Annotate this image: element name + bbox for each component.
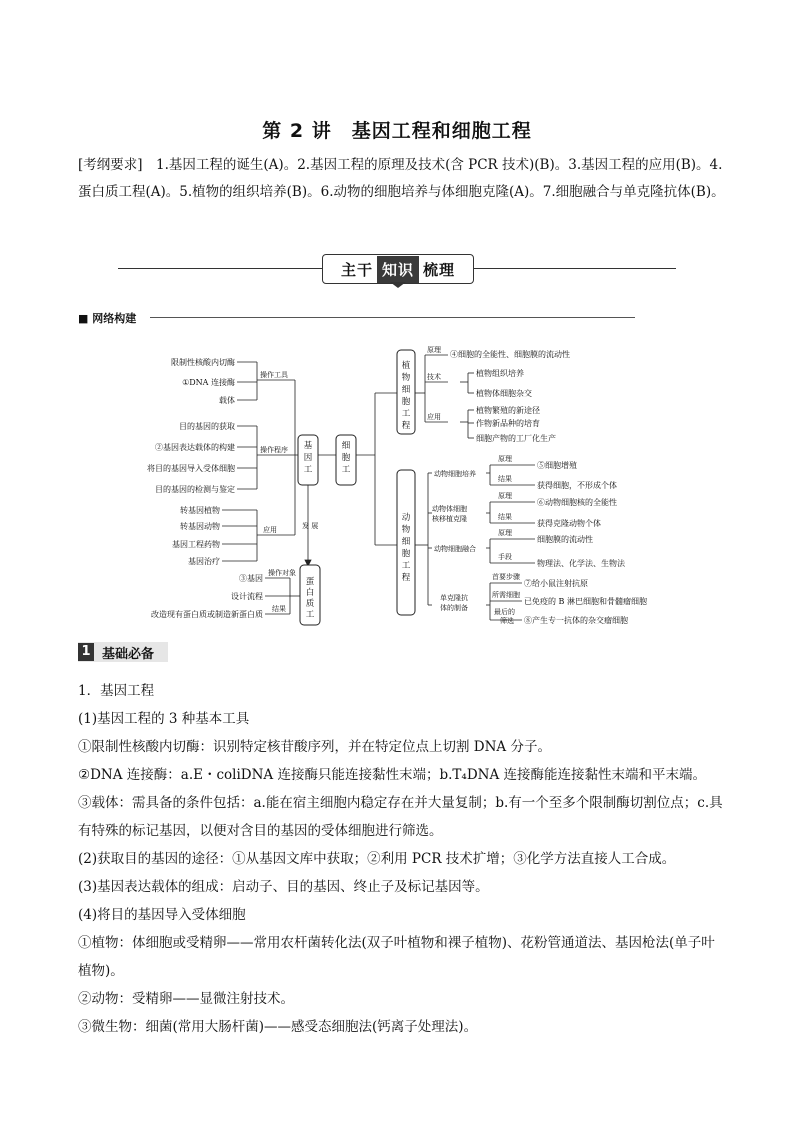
exam-requirements: [考纲要求] 1.基因工程的诞生(A)。2.基因工程的原理及技术(含 PCR 技术)(B)。3.基因工程的应用(B)。4.蛋白质工程(A)。5.植物的组织培养(B)。6.动物的细胞培养与体细胞克隆(A)。7.细胞融合与单克隆抗体(B)。	[78, 157, 725, 200]
banner-left: 主干	[340, 260, 373, 279]
svg-text:植物繁殖的新途径: 植物繁殖的新途径	[476, 406, 540, 415]
para: ①限制性核酸内切酶：识别特定核苷酸序列，并在特定位点上切割 DNA 分子。	[78, 739, 551, 755]
svg-text:程: 程	[401, 421, 411, 431]
map-proc-3: 将目的基因导入受体细胞	[147, 464, 235, 473]
map-protein-1: ③基因	[239, 574, 263, 583]
svg-text:细胞产物的工厂化生产: 细胞产物的工厂化生产	[476, 434, 556, 443]
svg-text:所需细胞: 所需细胞	[492, 591, 520, 599]
svg-text:细: 细	[341, 441, 351, 451]
map-tool-1: 限制性核酸内切酶	[171, 358, 235, 367]
svg-text:筛选: 筛选	[500, 617, 514, 625]
svg-text:工: 工	[305, 610, 315, 620]
svg-text:动物体细胞: 动物体细胞	[432, 505, 467, 513]
banner-right: 梳理	[423, 260, 456, 279]
para: (3)基因表达载体的组成：启动子、目的基因、终止子及标记基因等。	[78, 879, 489, 895]
svg-text:动: 动	[401, 513, 411, 523]
svg-text:单克隆抗: 单克隆抗	[440, 594, 468, 602]
map-protein-3: 改造现有蛋白质或制造新蛋白质	[151, 610, 263, 619]
svg-text:原理: 原理	[498, 529, 512, 537]
section-banner	[322, 254, 474, 284]
banner-line-left	[118, 268, 322, 269]
map-app-3: 基因工程药物	[172, 540, 220, 549]
para: (1)基因工程的 3 种基本工具	[78, 711, 250, 727]
svg-text:胞: 胞	[401, 397, 411, 407]
svg-text:动物细胞融合: 动物细胞融合	[434, 545, 476, 553]
svg-text:工: 工	[303, 465, 313, 475]
para: (4)将目的基因导入受体细胞	[78, 907, 246, 923]
svg-text:原理: 原理	[498, 492, 512, 500]
svg-text:工: 工	[401, 409, 411, 419]
body-text	[78, 677, 728, 1041]
svg-text:因: 因	[303, 453, 313, 463]
svg-text:细胞膜的流动性: 细胞膜的流动性	[537, 535, 593, 544]
svg-text:胞: 胞	[401, 549, 411, 559]
svg-text:结果: 结果	[498, 513, 512, 521]
map-app-1: 转基因植物	[180, 506, 220, 515]
section-header	[78, 642, 168, 662]
svg-text:首要步骤: 首要步骤	[492, 573, 520, 581]
section-label: 基础必备	[102, 646, 155, 662]
svg-text:获得克隆动物个体: 获得克隆动物个体	[537, 519, 601, 528]
svg-text:⑧产生专一抗体的杂交瘤细胞: ⑧产生专一抗体的杂交瘤细胞	[524, 616, 628, 625]
svg-text:原理: 原理	[427, 346, 441, 354]
network-divider	[150, 317, 635, 318]
concept-map	[110, 330, 700, 630]
svg-text:体的制备: 体的制备	[440, 604, 468, 612]
svg-text:⑤细胞增殖: ⑤细胞增殖	[537, 461, 577, 470]
para: (2)获取目的基因的途径：①从基因文库中获取；②利用 PCR 技术扩增；③化学方法直接人工合成。	[78, 851, 676, 867]
map-branch-result: 结果	[272, 605, 286, 613]
page-title: 第 2 讲 基因工程和细胞工程	[262, 120, 532, 142]
gene-eng-c1: 基	[303, 441, 313, 451]
map-branch-app: 应用	[263, 526, 277, 534]
banner-mid: 知识	[377, 256, 419, 283]
map-proc-4: 目的基因的检测与鉴定	[155, 485, 235, 494]
para: ③载体：需具备的条件包括：a.能在宿主细胞内稳定存在并大量复制；b.有一个至多个限制酶切割位点；c.具有特殊的标记基因，以便对含目的基因的受体细胞进行筛选。	[78, 795, 723, 839]
map-tool-3: 载体	[219, 396, 235, 405]
svg-text:已免疫的 B 淋巴细胞和骨髓瘤细胞: 已免疫的 B 淋巴细胞和骨髓瘤细胞	[524, 597, 647, 606]
svg-text:物: 物	[401, 373, 411, 383]
svg-text:细: 细	[401, 385, 411, 395]
network-title-text: 网络构建	[92, 312, 137, 325]
map-proc-1: 目的基因的获取	[179, 422, 235, 431]
map-tool-2: ①DNA 连接酶	[182, 378, 235, 387]
svg-text:工: 工	[341, 465, 351, 475]
svg-text:⑦给小鼠注射抗原: ⑦给小鼠注射抗原	[524, 579, 588, 588]
svg-text:作物新品种的培育: 作物新品种的培育	[476, 419, 540, 428]
para: ②动物：受精卵——显微注射技术。	[78, 991, 294, 1007]
svg-text:结果: 结果	[498, 475, 512, 483]
svg-text:工: 工	[401, 561, 411, 571]
svg-text:核移植克隆: 核移植克隆	[432, 515, 467, 523]
svg-text:⑥动物细胞核的全能性: ⑥动物细胞核的全能性	[537, 498, 617, 507]
map-branch-tools: 操作工具	[260, 371, 288, 379]
svg-text:程: 程	[401, 573, 411, 583]
map-branch-object: 操作对象	[268, 569, 296, 577]
map-branch-proc: 操作程序	[260, 446, 288, 454]
svg-text:植物组织培养: 植物组织培养	[476, 369, 524, 378]
section-number: 1	[78, 643, 94, 661]
map-app-4: 基因治疗	[188, 557, 220, 566]
para: ②DNA 连接酶：a.E・coliDNA 连接酶只能连接黏性末端；b.T₄DNA 连接酶能连接黏性末端和平末端。	[78, 767, 706, 783]
network-title: ■ 网络构建	[78, 312, 137, 325]
map-protein-2: 设计流程	[231, 592, 263, 601]
map-plant-principle: ④细胞的全能性、细胞膜的流动性	[450, 350, 570, 359]
banner-arrow-icon	[390, 282, 406, 288]
svg-text:原理: 原理	[498, 455, 512, 463]
svg-text:获得细胞，不形成个体: 获得细胞，不形成个体	[537, 481, 617, 490]
svg-text:最后的: 最后的	[494, 608, 515, 616]
svg-text:动物细胞培养: 动物细胞培养	[434, 470, 476, 478]
svg-text:白: 白	[305, 588, 315, 598]
svg-text:应用: 应用	[427, 413, 441, 421]
map-branch-dev: 发 展	[302, 522, 319, 530]
svg-text:植物体细胞杂交: 植物体细胞杂交	[476, 389, 532, 398]
svg-text:手段: 手段	[498, 553, 512, 561]
svg-text:技术: 技术	[427, 373, 441, 381]
para: ①植物：体细胞或受精卵——常用农杆菌转化法(双子叶植物和裸子植物)、花粉管通道法、基因枪法(单子叶植物)。	[78, 935, 715, 979]
svg-text:物理法、化学法、生物法: 物理法、化学法、生物法	[537, 559, 625, 568]
svg-text:胞: 胞	[341, 453, 351, 463]
para: ③微生物：细菌(常用大肠杆菌)——感受态细胞法(钙离子处理法)。	[78, 1019, 478, 1035]
svg-text:质: 质	[305, 599, 315, 609]
map-proc-2: ②基因表达载体的构建	[155, 443, 235, 452]
banner-line-right	[472, 268, 676, 269]
svg-text:蛋: 蛋	[305, 577, 315, 587]
svg-text:物: 物	[401, 525, 411, 535]
map-app-2: 转基因动物	[180, 522, 220, 531]
svg-text:细: 细	[401, 537, 411, 547]
para: 1．基因工程	[78, 683, 155, 699]
svg-text:植: 植	[401, 361, 411, 371]
